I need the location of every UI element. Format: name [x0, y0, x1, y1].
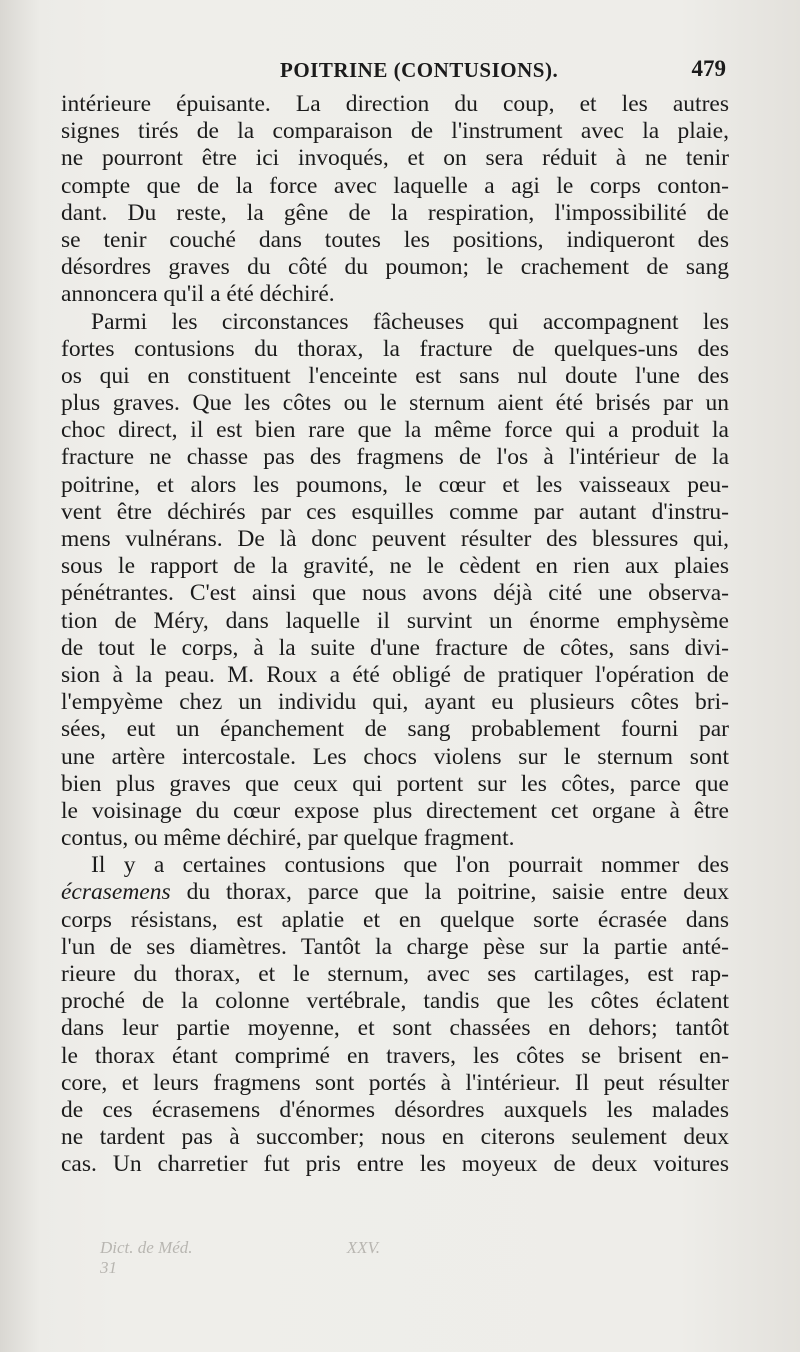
text-line: core, et leurs fragmens sont portés à l'intérieur. Il peut résulter: [61, 1069, 729, 1096]
text-line: dans leur partie moyenne, et sont chassées en dehors; tantôt: [61, 1015, 729, 1042]
text-line: se tenir couché dans toutes les positions, indiqueront des: [61, 226, 729, 253]
text-line: choc direct, il est bien rare que la même force qui a produit la: [61, 417, 729, 444]
text-line: Il y a certaines contusions que l'on pourrait nommer des: [91, 852, 729, 879]
text-line: de ces écrasemens d'énormes désordres auxquels les malades: [61, 1096, 729, 1123]
text-line: proché de la colonne vertébrale, tandis que les côtes éclatent: [61, 988, 729, 1015]
text-line: intérieure épuisante. La direction du coup, et les autres: [61, 91, 729, 117]
text-line: sous le rapport de la gravité, ne le cèdent en rien aux plaies: [61, 553, 729, 580]
text-line: le voisinage du cœur expose plus directement cet organe à être: [61, 797, 729, 824]
text-line: une artère intercostale. Les chocs violens sur le sternum sont: [61, 743, 729, 770]
text-line: le thorax étant comprimé en travers, les côtes se brisent en-: [61, 1042, 729, 1069]
signature-title: Dict. de Méd.: [100, 1238, 193, 1257]
text-line: pénétrantes. C'est ainsi que nous avons déjà cité une observa-: [61, 580, 729, 607]
text-line: contus, ou même déchiré, par quelque fragment.: [61, 825, 515, 852]
text-line: plus graves. Que les côtes ou le sternum aient été brisés par un: [61, 390, 729, 417]
running-head: POITRINE (CONTUSIONS).: [280, 58, 559, 82]
text-line: fortes contusions du thorax, la fracture de quelques-uns des: [61, 335, 729, 362]
text-line: sion à la peau. M. Roux a été obligé de pratiquer l'opération de: [61, 661, 729, 688]
text-line: tion de Méry, dans laquelle il survint un énorme emphysème: [61, 607, 729, 634]
text-line: cas. Un charretier fut pris entre les moyeux de deux voitures: [61, 1151, 729, 1178]
body-text: [61, 91, 729, 1179]
text-line: fracture ne chasse pas des fragmens de l'os à l'intérieur de la: [61, 444, 729, 471]
text-line: Parmi les circonstances fâcheuses qui accompagnent les: [91, 308, 729, 335]
text-line: os qui en constituent l'enceinte est sans nul doute l'une des: [61, 362, 729, 389]
page-header: [60, 58, 740, 88]
text-line: écrasemens du thorax, parce que la poitrine, saisie entre deux: [61, 879, 729, 906]
text-line: compte que de la force avec laquelle a agi le corps conton-: [61, 172, 729, 199]
text-line: ne tardent pas à succomber; nous en citerons seulement deux: [61, 1124, 729, 1151]
text-line: sées, eut un épanchement de sang probablement fourni par: [61, 716, 729, 743]
page-number: 479: [691, 56, 726, 81]
text-line: annoncera qu'il a été déchiré.: [61, 281, 335, 308]
signature-mark: [100, 1238, 700, 1278]
signature-number: 31: [100, 1258, 117, 1277]
text-line: rieure du thorax, et le sternum, avec ses cartilages, est rap-: [61, 961, 729, 987]
text-line: dant. Du reste, la gêne de la respiration, l'impossibilité de: [61, 199, 729, 226]
text-line: l'un de ses diamètres. Tantôt la charge pèse sur la partie anté-: [61, 933, 729, 960]
text-line: bien plus graves que ceux qui portent sur les côtes, parce que: [61, 770, 729, 797]
signature-volume: XXV.: [346, 1238, 380, 1257]
text-line: corps résistans, est aplatie et en quelque sorte écrasée dans: [61, 906, 729, 933]
text-line: l'empyème chez un individu qui, ayant eu plusieurs côtes bri-: [61, 689, 729, 716]
text-line: de tout le corps, à la suite d'une fracture de côtes, sans divi-: [61, 634, 729, 661]
text-line: ne pourront être ici invoqués, et on sera réduit à ne tenir: [61, 145, 729, 172]
text-line: signes tirés de la comparaison de l'instrument avec la plaie,: [61, 118, 729, 145]
text-line: poitrine, et alors les poumons, le cœur et les vaisseaux peu-: [61, 471, 729, 498]
text-line: mens vulnérans. De là donc peuvent résulter des blessures qui,: [61, 526, 729, 552]
text-line: désordres graves du côté du poumon; le crachement de sang: [61, 254, 729, 281]
text-line: vent être déchirés par ces esquilles comme par autant d'instru-: [61, 498, 729, 525]
